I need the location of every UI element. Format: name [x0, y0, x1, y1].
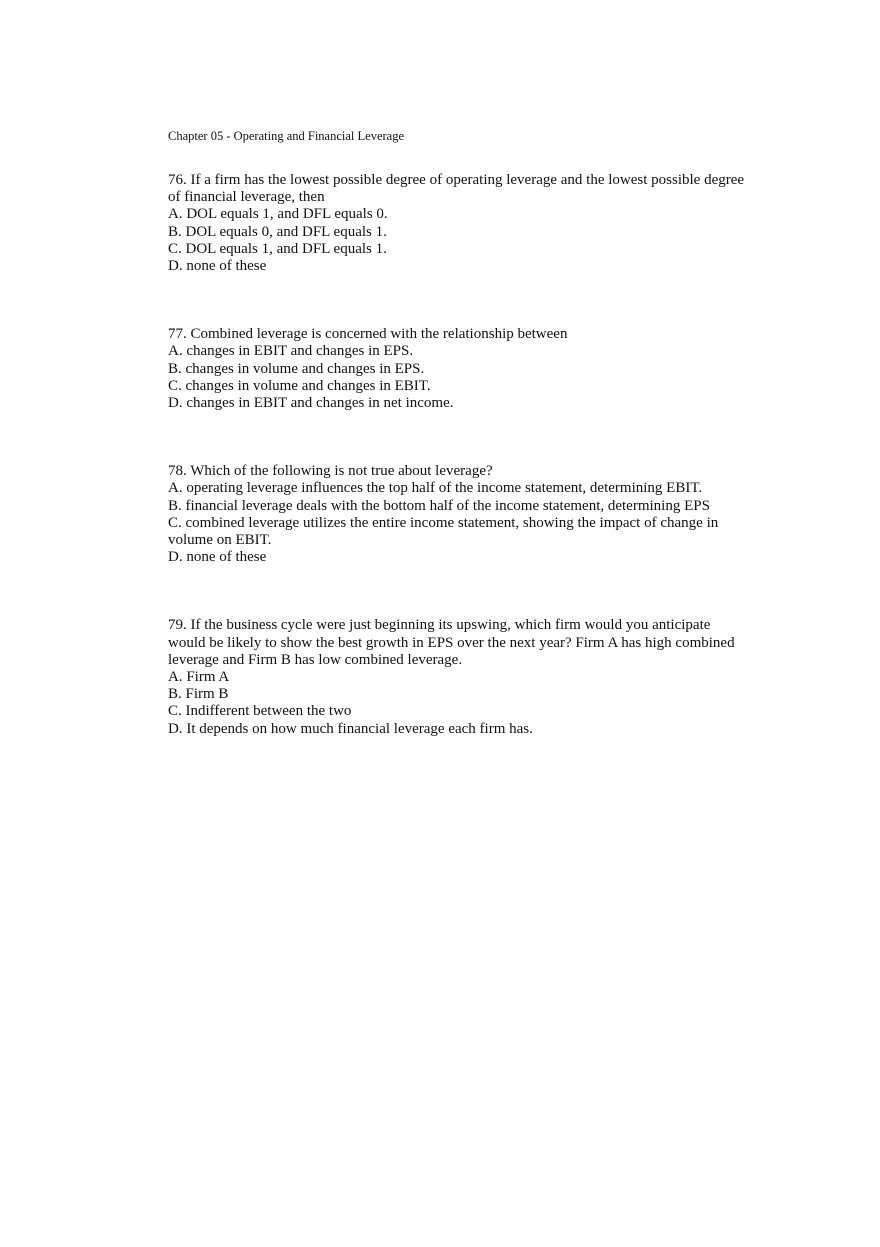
question-stem: 78. Which of the following is not true about leverage?: [168, 463, 493, 480]
question-stem: 79. If the business cycle were just beginning its upswing, which firm would you anticipate would be likely to show the best growth in EPS over the next year? Firm A has high combined leverage and Firm B has low combined leverage.: [168, 617, 735, 668]
question-77: [168, 326, 748, 412]
option-b: B. financial leverage deals with the bottom half of the income statement, determining EPS: [168, 497, 710, 514]
option-a: A. operating leverage influences the top half of the income statement, determining EBIT.: [168, 480, 703, 497]
question-stem: 76. If a firm has the lowest possible degree of operating leverage and the lowest possible degree of financial leverage, then: [168, 172, 745, 206]
option-d: D. none of these: [168, 258, 267, 275]
question-79: [168, 617, 748, 737]
option-c: C. combined leverage utilizes the entire income statement, showing the impact of change in volume on EBIT.: [168, 514, 719, 549]
option-d: D. It depends on how much financial leverage each firm has.: [168, 720, 533, 737]
question-76: [168, 172, 748, 275]
option-c: C. changes in volume and changes in EBIT.: [168, 377, 431, 394]
option-a: A. DOL equals 1, and DFL equals 0.: [168, 206, 388, 223]
chapter-header: Chapter 05 - Operating and Financial Leverage: [168, 129, 405, 143]
option-b: B. DOL equals 0, and DFL equals 1.: [168, 223, 387, 240]
question-stem: 77. Combined leverage is concerned with the relationship between: [168, 326, 568, 343]
option-c: C. DOL equals 1, and DFL equals 1.: [168, 240, 387, 257]
option-a: A. Firm A: [168, 669, 230, 686]
option-b: B. Firm B: [168, 686, 229, 703]
option-b: B. changes in volume and changes in EPS.: [168, 360, 425, 377]
option-c: C. Indifferent between the two: [168, 703, 352, 720]
document-page: [168, 128, 748, 738]
option-a: A. changes in EBIT and changes in EPS.: [168, 343, 414, 360]
question-78: [168, 463, 748, 566]
option-d: D. changes in EBIT and changes in net income.: [168, 395, 454, 412]
option-d: D. none of these: [168, 549, 267, 566]
